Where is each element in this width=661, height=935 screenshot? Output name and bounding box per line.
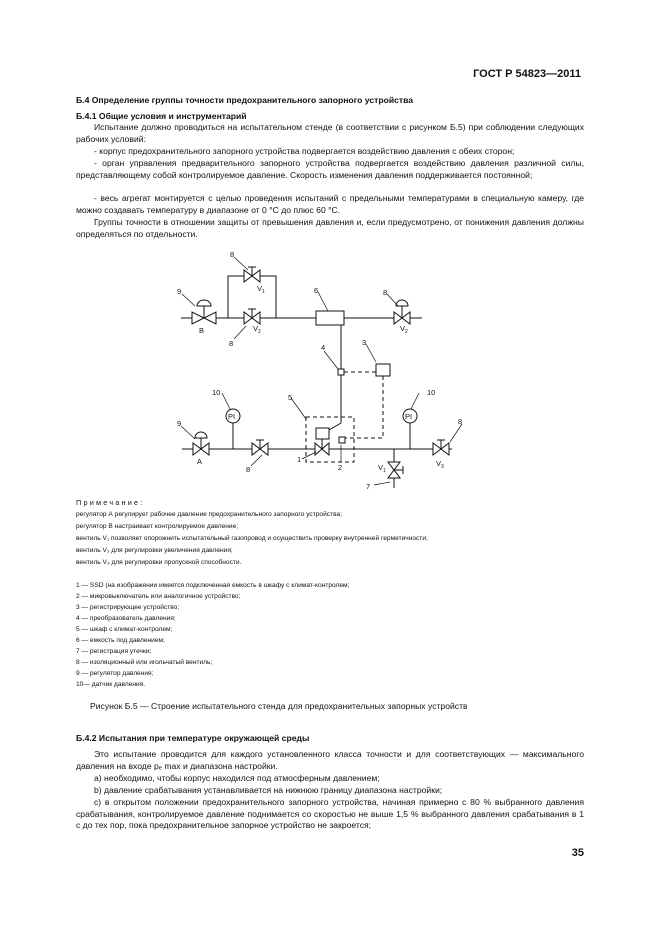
label-4: 4 [321,343,326,352]
list-item: с) в открытом положении предохранительного запорного устройства, начиная примерно с 80 % выбранного давления срабатывания, контролируемое давление поднимается со скоростью не выше 1,5 % выбранного давления срабатывания в 1 с до тех пор, пока предохранительное запорное устройство не закроется; [76,797,584,831]
document-id: ГОСТ Р 54823—2011 [473,68,581,80]
label-B: В [199,326,205,335]
legend-item: 6 — емкость под давлением; [76,637,165,644]
paragraph: Это испытание проводится для каждого установленного класса точности и для соответствующих — максимального давления на входе pₑ max и диапазона настройки. [76,749,584,771]
figure-caption: Рисунок Б.5 — Строение испытательного стенда для предохранительных запорных устройств [90,701,468,711]
note-line: вентиль V₁ позволяет опорожнить испытательный газопровод и осуществить проверку внутренней герметичности; [76,535,428,542]
subsection-title: Б.4.2 Испытания при температуре окружающей среды [76,733,310,743]
note-line: вентиль V₃ для регулировки пропускной способности. [76,559,242,566]
label-A: А [197,457,203,466]
legend-item: 3 — регистрирующее устройство; [76,604,180,611]
label-8: 8 [246,465,251,474]
label-v3: $V_3$ [436,459,444,470]
pi-label: PI [228,412,236,421]
label-9: 9 [177,287,182,296]
legend-item: 2 — микровыключатель или аналогичное устройство; [76,593,241,600]
label-9: 9 [177,419,182,428]
label-10: 10 [212,388,221,397]
note-heading: Примечание: [76,498,145,507]
list-item: - орган управления предварительного запорного устройства подвергается воздействию давления различной силы, представляющему собой контролируемое давление. Скорость изменения давления поддерживается постоянной; [76,158,584,180]
legend-item: 10— датчик давления. [76,681,146,688]
label-8: 8 [458,417,463,426]
label-v1-lower: $V_1$ [378,463,386,474]
subsection-title: Б.4.1 Общие условия и инструментарий [76,111,247,121]
list-item: - корпус предохранительного запорного устройства подвергается воздействию давления с обеих сторон; [94,146,515,156]
label-10: 10 [427,388,436,397]
legend-item: 1 — SSD (на изображении имеется подключенная емкость в шкафу с климат-контролем; [76,582,350,589]
paragraph: Группы точности в отношении защиты от превышения давления и, если предусмотрено, от понижения давления должны определяться по отдельности. [76,217,584,239]
label-7: 7 [366,482,371,491]
label-2: 2 [338,463,343,472]
legend-item: 8 — изоляционный или игольчатый вентиль; [76,659,213,666]
note-line: регулятор А регулирует рабочее давление предохранительного запорного устройства; [76,511,342,518]
legend-item: 5 — шкаф с климат-контролем; [76,626,173,633]
list-item: а) необходимо, чтобы корпус находился под атмосферным давлением; [94,773,380,783]
list-item: - весь агрегат монтируется с целью проведения испытаний с предельными температурами в специальную камеру, где можно создавать температуру в диапазоне от 0 °С до плюс 60 °С. [76,193,584,215]
section-title: Б.4 Определение группы точности предохранительного запорного устройства [76,95,414,105]
label-5: 5 [288,393,293,402]
note-line: вентиль V₂ для регулировки увеличения давления; [76,547,233,554]
legend-item: 7 — регистрация утечки; [76,648,152,655]
label-v1: $V_1$ [257,284,265,295]
label-8: 8 [230,250,235,259]
pi-label: PI [405,412,413,421]
paragraph: Испытание должно проводиться на испытательном стенде (в соответствии с рисунком Б.5) при соблюдении следующих рабочих условий: [76,122,584,144]
label-v2: $V_2$ [253,324,261,335]
legend-item: 4 — преобразователь давления; [76,615,176,622]
list-item: b) давление срабатывания устанавливается на нижнюю границу диапазона настройки; [94,785,443,795]
label-6: 6 [314,286,319,295]
label-1: 1 [297,455,302,464]
note-line: регулятор В настраивает контролируемое давление; [76,523,239,530]
legend-item: 9 — регулятор давления; [76,670,154,677]
label-v2-right: $V_2$ [400,324,408,335]
label-8: 8 [229,339,234,348]
page-number: 35 [571,847,584,859]
label-3: 3 [362,338,367,347]
label-8: 8 [383,288,388,297]
